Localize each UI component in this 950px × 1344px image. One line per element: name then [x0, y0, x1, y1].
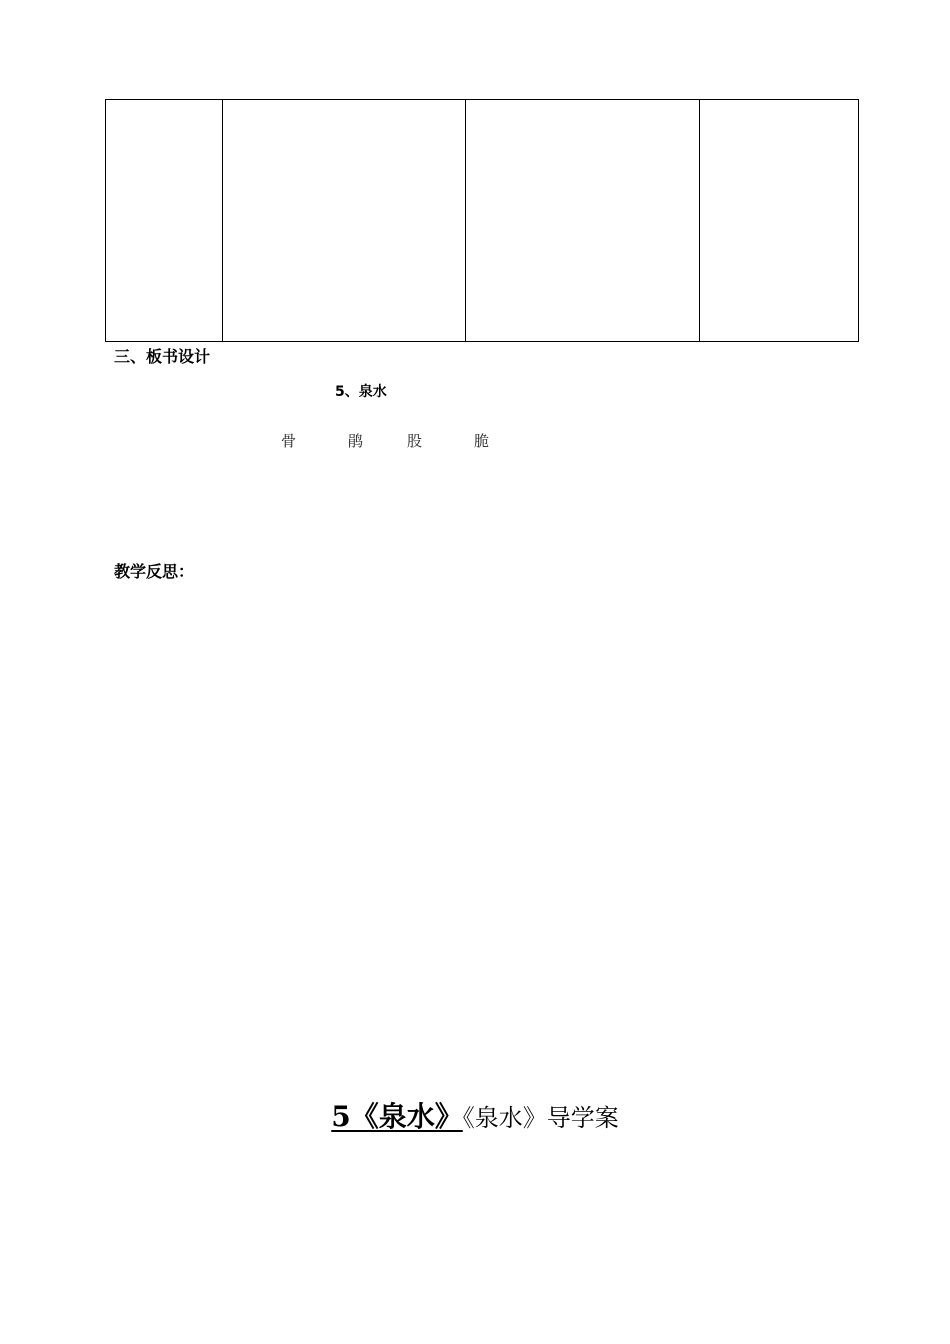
- document-title-sub: 《泉水》导学案: [462, 1104, 619, 1132]
- table-cell: [223, 100, 466, 341]
- board-characters: [0, 431, 950, 453]
- reflection-label: 教学反思：: [114, 562, 195, 581]
- section-heading: 三、板书设计: [114, 347, 211, 366]
- lesson-table: [105, 99, 859, 342]
- document-title: [0, 1095, 950, 1135]
- document-title-main: 5《泉水》: [331, 1100, 463, 1133]
- table-cell: [106, 100, 223, 341]
- board-character: 脆: [474, 432, 490, 450]
- board-character: 鹃: [348, 432, 364, 450]
- table-cell: [700, 100, 858, 341]
- table-cell: [466, 100, 700, 341]
- board-title: 5、泉水: [335, 384, 387, 400]
- board-character: 股: [407, 432, 423, 450]
- board-character: 骨: [281, 432, 297, 450]
